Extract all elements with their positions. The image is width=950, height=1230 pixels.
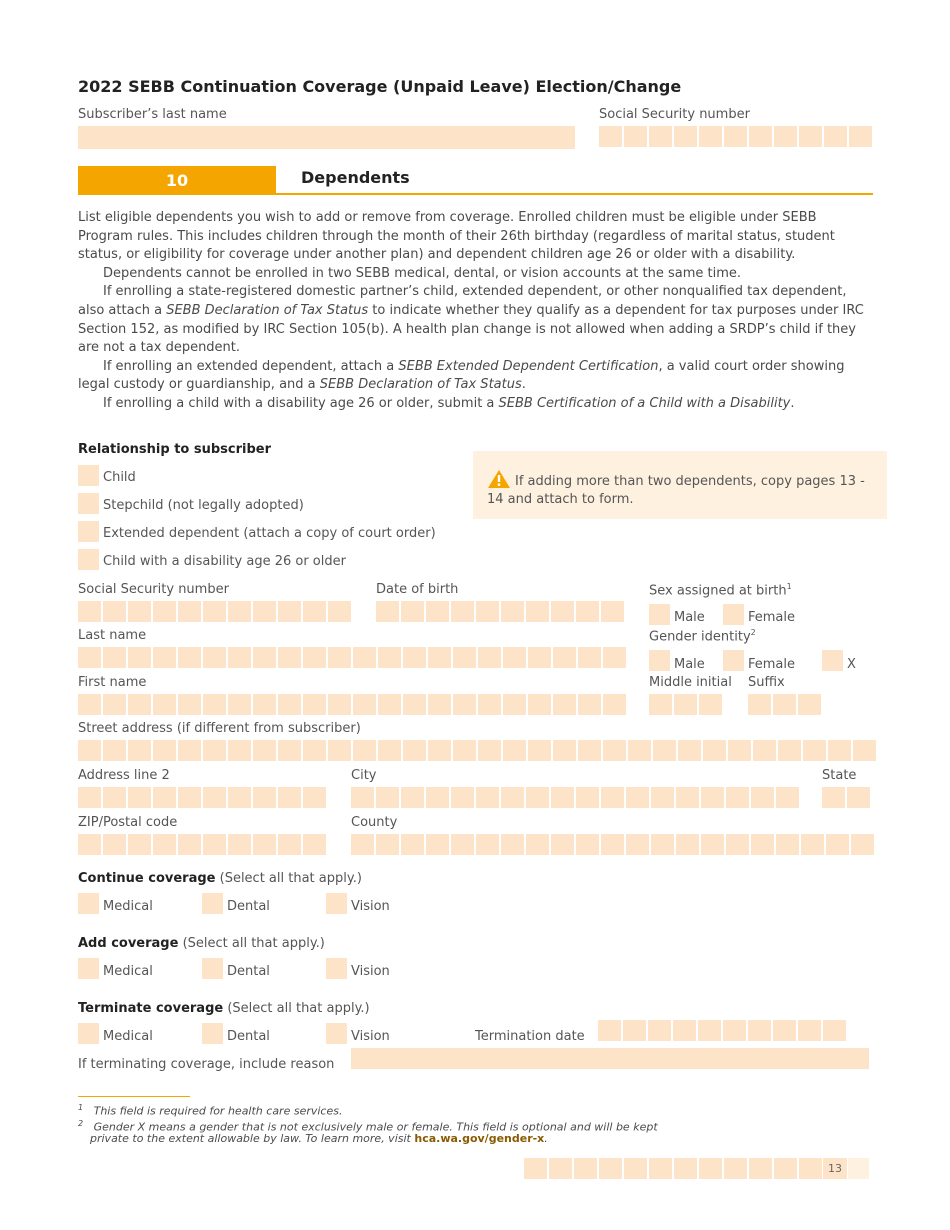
termination-date-label: Termination date: [475, 1029, 585, 1044]
page-title: 2022 SEBB Continuation Coverage (Unpaid Leave) Election/Change: [78, 77, 682, 96]
county-input[interactable]: [351, 834, 874, 855]
last-name-input[interactable]: [78, 647, 626, 668]
section-divider: [78, 193, 873, 195]
subscriber-ssn-label: Social Security number: [599, 107, 750, 122]
page-corner-box: [848, 1158, 869, 1179]
dependent-ssn-label: Social Security number: [78, 582, 229, 597]
sex-label: Sex assigned at birth$^1$: [649, 582, 792, 599]
stepchild-label: Stepchild (not legally adopted): [103, 498, 304, 513]
gender-identity-label: Gender identity$^2$: [649, 628, 756, 645]
gender-male-label: Male: [674, 657, 705, 672]
middle-initial-input[interactable]: [649, 694, 722, 715]
state-label: State: [822, 768, 857, 783]
footnote-2-cont: private to the extent allowable by law. To learn more, visit hca.wa.gov/gender-x.: [90, 1132, 548, 1145]
terminate-vision-checkbox[interactable]: [326, 1023, 347, 1044]
dob-label: Date of birth: [376, 582, 459, 597]
first-name-label: First name: [78, 675, 147, 690]
terminate-vision-label: Vision: [351, 1029, 390, 1044]
child-checkbox[interactable]: [78, 465, 99, 486]
continue-vision-label: Vision: [351, 899, 390, 914]
relationship-heading: Relationship to subscriber: [78, 442, 272, 457]
add-dental-checkbox[interactable]: [202, 958, 223, 979]
sex-male-label: Male: [674, 610, 705, 625]
continue-medical-checkbox[interactable]: [78, 893, 99, 914]
instructions-p4: If enrolling an extended dependent, attach a SEBB Extended Dependent Certification, a valid court order showing legal custody or guardianship, and a SEBB Declaration of Tax Status.: [78, 358, 845, 393]
city-label: City: [351, 768, 377, 783]
section-number: 10: [78, 166, 276, 194]
sex-female-label: Female: [748, 610, 796, 625]
gender-x-checkbox[interactable]: [822, 650, 843, 671]
terminate-dental-label: Dental: [227, 1029, 270, 1044]
add-medical-label: Medical: [103, 964, 153, 979]
continue-dental-label: Dental: [227, 899, 270, 914]
footnote-2: $^2$ Gender X means a gender that is not exclusively male or female. This field is optional and will be kept: [78, 1119, 658, 1134]
stepchild-checkbox[interactable]: [78, 493, 99, 514]
instructions-p3: If enrolling a state-registered domestic partner’s child, extended dependent, or other nonqualified tax dependent, also attach a SEBB Declaration of Tax Status to indicate whether they qualify as a dependent for tax purposes under IRC Section 152, as modified by IRC Section 105(b). A health plan change is not allowed when adding a SRDP’s child if they are not a tax dependent.: [78, 284, 864, 356]
add-medical-checkbox[interactable]: [78, 958, 99, 979]
instructions-p2: Dependents cannot be enrolled in two SEBB medical, dental, or vision accounts at the same time.: [103, 265, 742, 281]
warning-icon: [487, 469, 511, 489]
subscriber-last-name-label: Subscriber’s last name: [78, 107, 227, 122]
continue-vision-checkbox[interactable]: [326, 893, 347, 914]
street-address-label: Street address (if different from subscriber): [78, 721, 361, 736]
instructions: [78, 209, 870, 414]
address-line-2-label: Address line 2: [78, 768, 170, 783]
continue-coverage-heading: Continue coverage (Select all that apply.): [78, 871, 362, 886]
continue-medical-label: Medical: [103, 899, 153, 914]
gender-x-label: X: [847, 657, 856, 672]
disabled-child-checkbox[interactable]: [78, 549, 99, 570]
footnote-divider: [78, 1096, 190, 1097]
suffix-label: Suffix: [748, 675, 785, 690]
note-text: If adding more than two dependents, copy pages 13 - 14 and attach to form.: [487, 469, 879, 509]
dependent-ssn-input[interactable]: [78, 601, 351, 622]
disabled-child-label: Child with a disability age 26 or older: [103, 554, 346, 569]
add-dental-label: Dental: [227, 964, 270, 979]
child-label: Child: [103, 470, 136, 485]
subscriber-last-name-input[interactable]: [78, 126, 575, 149]
termination-reason-input[interactable]: [351, 1048, 869, 1069]
sex-male-checkbox[interactable]: [649, 604, 670, 625]
middle-initial-label: Middle initial: [649, 675, 732, 690]
add-vision-label: Vision: [351, 964, 390, 979]
city-input[interactable]: [351, 787, 799, 808]
address-line-2-input[interactable]: [78, 787, 326, 808]
gender-female-checkbox[interactable]: [723, 650, 744, 671]
terminate-medical-label: Medical: [103, 1029, 153, 1044]
footnote-1: $^1$ This field is required for health care services.: [78, 1103, 343, 1118]
page-number: 13: [823, 1158, 847, 1179]
county-label: County: [351, 815, 398, 830]
gender-male-checkbox[interactable]: [649, 650, 670, 671]
termination-date-input[interactable]: [598, 1020, 846, 1041]
zip-label: ZIP/Postal code: [78, 815, 178, 830]
extended-dependent-label: Extended dependent (attach a copy of court order): [103, 526, 436, 541]
state-input[interactable]: [822, 787, 870, 808]
terminate-coverage-heading: Terminate coverage (Select all that apply.): [78, 1001, 370, 1016]
dob-input[interactable]: [376, 601, 624, 622]
instructions-p5: If enrolling a child with a disability age 26 or older, submit a SEBB Certification of a Child with a Disability.: [103, 395, 795, 411]
street-address-input[interactable]: [78, 740, 876, 761]
instructions-p1: List eligible dependents you wish to add or remove from coverage. Enrolled children must be eligible under SEBB Program rules. This includes children through the month of their 26th birthday (regardless of marital status, student status, or eligibility for coverage under another plan) and dependent children age 26 or older with a disability.: [78, 210, 835, 263]
last-name-label: Last name: [78, 628, 147, 643]
terminate-dental-checkbox[interactable]: [202, 1023, 223, 1044]
gender-x-link[interactable]: hca.wa.gov/gender-x: [414, 1132, 545, 1145]
add-coverage-heading: Add coverage (Select all that apply.): [78, 936, 325, 951]
section-title: Dependents: [301, 168, 410, 187]
subscriber-ssn-input[interactable]: [599, 126, 872, 147]
extended-dependent-checkbox[interactable]: [78, 521, 99, 542]
barcode-boxes: [524, 1158, 822, 1179]
terminate-medical-checkbox[interactable]: [78, 1023, 99, 1044]
suffix-input[interactable]: [748, 694, 821, 715]
termination-reason-label: If terminating coverage, include reason: [78, 1057, 335, 1072]
gender-female-label: Female: [748, 657, 796, 672]
continue-dental-checkbox[interactable]: [202, 893, 223, 914]
first-name-input[interactable]: [78, 694, 626, 715]
sex-female-checkbox[interactable]: [723, 604, 744, 625]
add-vision-checkbox[interactable]: [326, 958, 347, 979]
zip-input[interactable]: [78, 834, 326, 855]
